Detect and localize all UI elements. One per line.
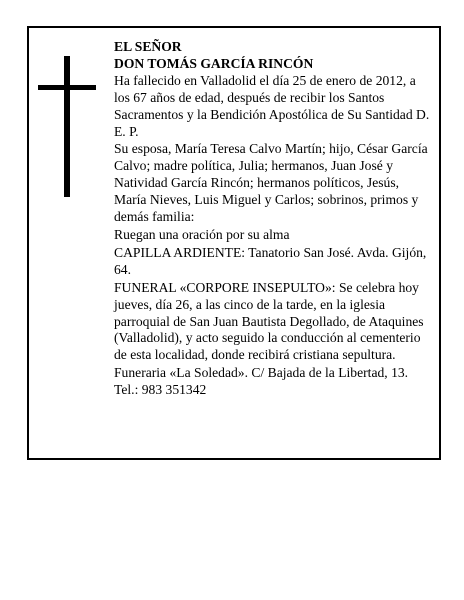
deceased-name: DON TOMÁS GARCÍA RINCÓN	[114, 55, 314, 71]
cross-horizontal-bar	[38, 85, 96, 90]
death-announcement: Ha fallecido en Valladolid el día 25 de enero de 2012, a los 67 años de edad, después de recibir los Santos Sacramentos y la Bendición Apostólica de Su Santidad D. E. P.	[114, 72, 430, 139]
deceased-title: EL SEÑOR	[114, 39, 182, 54]
funeral-service-info: FUNERAL «CORPORE INSEPULTO»: Se celebra hoy jueves, día 26, a las cinco de la tarde, en la iglesia parroquial de San Juan Bautista Degollado, de Ataquines (Valladolid), y acto seguido la conducción al cementerio de esta localidad, donde recibirá cristiana sepultura.	[114, 279, 424, 363]
cross-vertical-bar	[64, 56, 70, 197]
funeral-chapel-info: CAPILLA ARDIENTE: Tanatorio San José. Avda. Gijón, 64.	[114, 244, 427, 277]
prayer-request: Ruegan una oración por su alma	[114, 226, 290, 242]
family-list: Su esposa, María Teresa Calvo Martín; hijo, César García Calvo; madre política, Julia; hermanos, Juan José y Natividad García Rincón; hermanos políticos, Jesús, María Nieves, Luis Miguel y Carlos; sobrinos, primos y demás familia:	[114, 141, 428, 225]
obituary-text	[114, 39, 430, 400]
funeral-home-info: Funeraria «La Soledad». C/ Bajada de la Libertad, 13. Tel.: 983 351342	[114, 365, 409, 398]
